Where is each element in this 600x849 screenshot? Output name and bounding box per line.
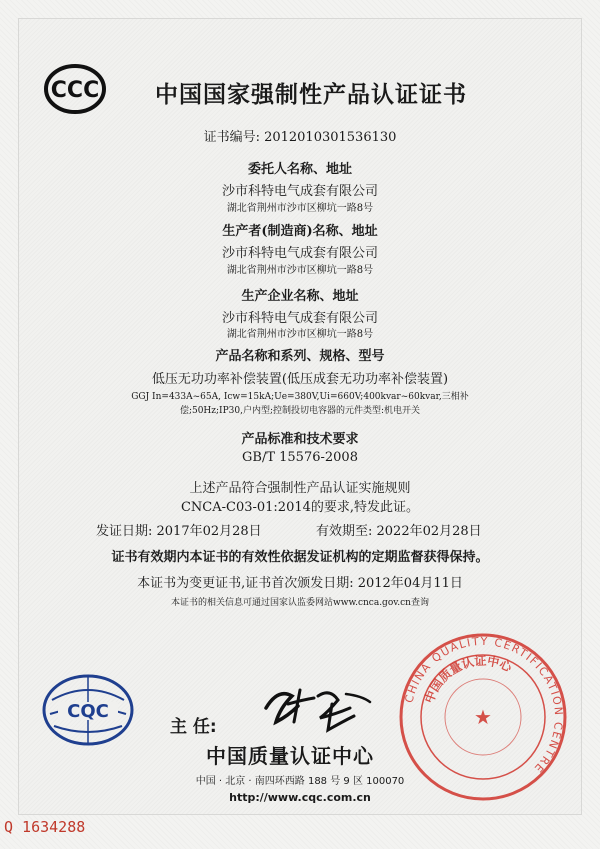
client-label: 委托人名称、地址 [247, 162, 352, 177]
standard-label: 产品标准和技术要求 [241, 432, 359, 447]
svg-text:★: ★ [474, 705, 492, 729]
statement-line1: 上述产品符合强制性产品认证实施规则 [189, 481, 411, 496]
client-name: 沙市科特电气成套有限公司 [221, 184, 378, 199]
statement-line2: CNCA-C03-01:2014的要求,特发此证。 [180, 500, 420, 515]
producer-label: 生产者(制造商)名称、地址 [222, 224, 378, 239]
svg-text:CHINA QUALITY CERTIFICATION CE: CHINA QUALITY CERTIFICATION CENTRE [402, 634, 566, 776]
expiry-date: 有效期至: 2022年02月28日 [316, 524, 482, 539]
validity-note: 证书有效期内本证书的有效性依据发证机构的定期监督获得保持。 [111, 550, 489, 565]
producer-address: 湖北省荆州市沙市区柳坑一路8号 [226, 265, 374, 276]
svg-text:中国质量认证中心: 中国质量认证中心 [422, 653, 514, 706]
standard-value: GB/T 15576-2008 [242, 450, 358, 465]
product-name: 低压无功功率补偿装置(低压成套无功功率补偿装置) [151, 372, 449, 387]
factory-address: 湖北省荆州市沙市区柳坑一路8号 [226, 329, 374, 340]
center-address: 中国 · 北京 · 南四环西路 188 号 9 区 100070 [195, 776, 405, 787]
center-name: 中国质量认证中心 [206, 744, 374, 768]
product-spec-line2: 偿;50Hz;IP30,户内型;控制投切电容器的元件类型:机电开关 [179, 406, 421, 416]
cqc-logo [40, 672, 136, 748]
ccc-logo [44, 64, 106, 114]
issue-date: 发证日期: 2017年02月28日 [96, 524, 262, 539]
director-label: 主 任: [170, 717, 217, 737]
certificate-number: 证书编号: 2012010301536130 [203, 130, 397, 145]
svg-text:CQC: CQC [67, 701, 109, 722]
product-spec-line1: GGJ In=433A~65A, Icw=15kA;Ue=380V,Ui=660V;400kvar~60kvar,三相补 [131, 392, 469, 402]
factory-name: 沙市科特电气成套有限公司 [221, 311, 378, 326]
svg-text:CCC: CCC [50, 78, 100, 103]
center-url: http://www.cqc.com.cn [229, 791, 371, 804]
query-note: 本证书的相关信息可通过国家认监委网站www.cnca.gov.cn查询 [171, 598, 429, 608]
change-note: 本证书为变更证书,证书首次颁发日期: 2012年04月11日 [137, 576, 463, 591]
producer-name: 沙市科特电气成套有限公司 [221, 246, 378, 261]
director-signature [258, 678, 378, 738]
official-seal [398, 632, 568, 802]
client-address: 湖北省荆州市沙市区柳坑一路8号 [226, 203, 374, 214]
product-label: 产品名称和系列、规格、型号 [215, 349, 385, 364]
serial-number: Q 1634288 [4, 818, 86, 836]
certificate-title: 中国国家强制性产品认证证书 [155, 82, 467, 108]
factory-label: 生产企业名称、地址 [241, 289, 359, 304]
